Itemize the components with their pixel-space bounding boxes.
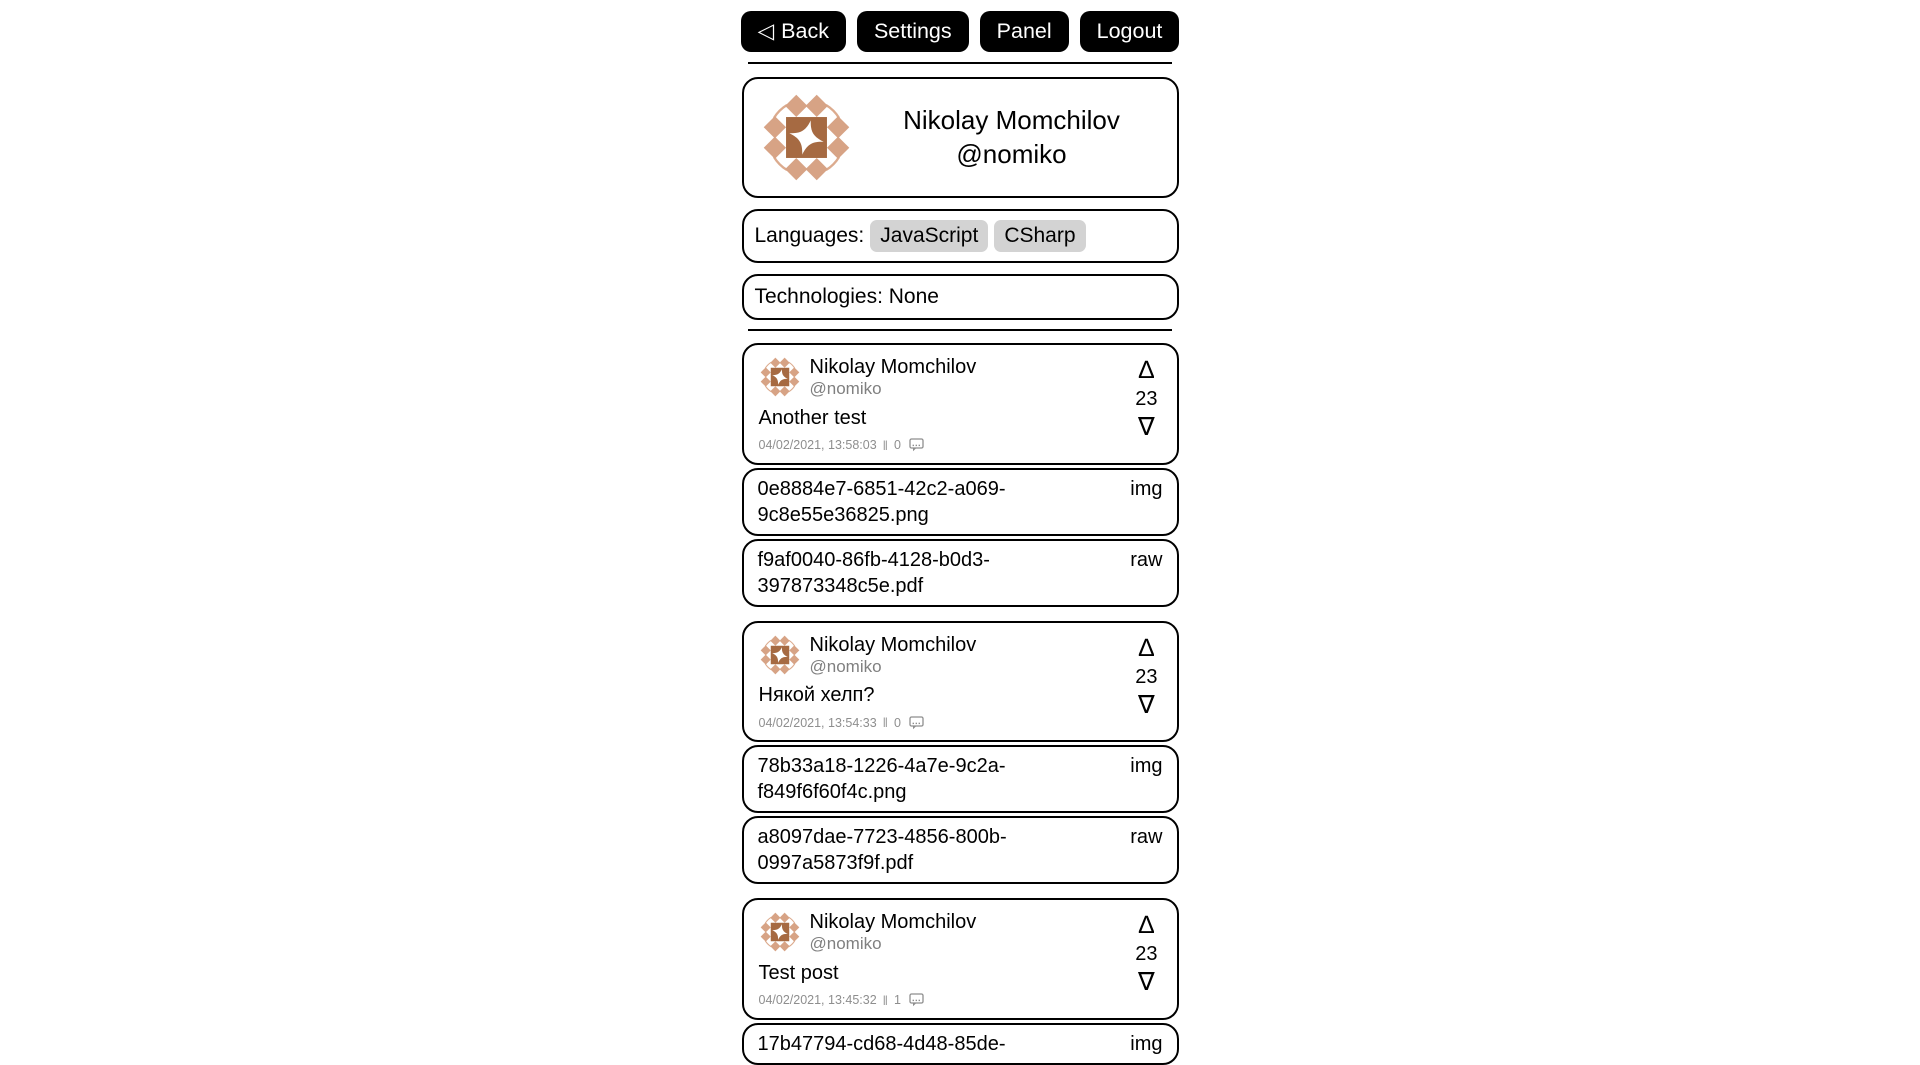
downvote-button[interactable]: ∇ — [1138, 690, 1155, 719]
post-comment-count: 0 — [894, 715, 901, 730]
profile-names — [863, 104, 1161, 172]
post-comment-count: 0 — [894, 438, 901, 453]
attachment-filename: 17b47794-cd68-4d48-85de- — [757, 1032, 1006, 1055]
attachment-type-badge: img — [1130, 755, 1163, 778]
comment-bubble-icon — [909, 993, 924, 1007]
vote-count: 23 — [1135, 388, 1158, 410]
attachment-filename: 0e8884e7-6851-42c2-a069-9c8e55e36825.png — [757, 477, 1006, 526]
post-timestamp: 04/02/2021, 13:58:03 — [758, 438, 877, 453]
panel-button-label: Panel — [996, 19, 1052, 43]
post-author-row — [759, 911, 1162, 954]
settings-button-label: Settings — [873, 19, 952, 43]
post-author-row — [759, 634, 1162, 677]
post-author-avatar — [759, 911, 801, 953]
back-arrow-icon: ◁ — [757, 19, 775, 43]
attachment-type-badge: img — [1130, 477, 1163, 500]
separator-line-posts — [748, 329, 1172, 331]
technologies-label: Technologies: None — [754, 285, 939, 308]
post-card[interactable] — [742, 343, 1179, 465]
attachment-filename: 78b33a18-1226-4a7e-9c2a-f849f6f60f4c.png — [757, 755, 1006, 804]
panel-button[interactable] — [980, 11, 1069, 52]
post-author-handle: @nomiko — [809, 379, 882, 398]
post-author-name: Nikolay Momchilov — [809, 356, 977, 378]
post-timestamp: 04/02/2021, 13:45:32 — [758, 993, 877, 1008]
vote-column — [1135, 358, 1157, 440]
attachment-row[interactable] — [742, 468, 1179, 536]
post-timestamp: 04/02/2021, 13:54:33 — [758, 715, 877, 730]
separator-line-top — [748, 62, 1172, 64]
post-meta — [759, 993, 1162, 1008]
post-author-name: Nikolay Momchilov — [809, 911, 977, 934]
comment-bubble-icon — [909, 438, 924, 452]
profile-avatar — [760, 91, 853, 184]
vote-column — [1135, 913, 1157, 995]
languages-card — [742, 209, 1179, 263]
post-title: Another test — [758, 406, 867, 429]
attachment-type-badge: raw — [1130, 548, 1163, 571]
post-author-name: Nikolay Momchilov — [809, 633, 977, 656]
upvote-button[interactable]: ∆ — [1138, 356, 1155, 384]
profile-handle: @nomiko — [956, 138, 1067, 169]
post-item — [742, 621, 1179, 885]
profile-card — [742, 77, 1179, 198]
attachment-filename: a8097dae-7723-4856-800b-0997a5873f9f.pdf — [757, 826, 1007, 875]
attachment-type-badge: raw — [1130, 826, 1163, 849]
content-column — [742, 77, 1179, 320]
attachment-row[interactable] — [742, 816, 1179, 884]
back-button-label: Back — [781, 19, 829, 43]
attachment-type-badge: img — [1130, 1032, 1163, 1055]
post-comment-count: 1 — [894, 993, 901, 1008]
attachment-filename: f9af0040-86fb-4128-b0d3-397873348c5e.pdf — [757, 548, 990, 597]
downvote-button[interactable]: ∇ — [1138, 968, 1155, 997]
post-author-handle: @nomiko — [809, 656, 882, 676]
post-author-handle: @nomiko — [809, 934, 882, 954]
language-tag-csharp: CSharp — [994, 220, 1085, 252]
post-author-row — [759, 356, 1162, 399]
attachment-row[interactable] — [742, 745, 1179, 813]
post-title: Някой хелп? — [758, 684, 875, 707]
logout-button-label: Logout — [1096, 19, 1163, 43]
post-author-avatar — [759, 634, 801, 676]
post-card[interactable] — [742, 898, 1179, 1020]
comment-bubble-icon — [909, 716, 924, 730]
post-item — [742, 898, 1179, 1065]
upvote-button[interactable]: ∆ — [1138, 633, 1155, 662]
posts-list — [742, 343, 1179, 1065]
post-item — [742, 343, 1179, 607]
post-meta — [759, 438, 1162, 453]
attachment-row[interactable] — [742, 539, 1179, 607]
logout-button[interactable] — [1080, 11, 1180, 52]
vote-column — [1135, 633, 1158, 719]
post-card[interactable] — [742, 621, 1179, 743]
meta-separator-icon: ‖ — [882, 715, 889, 731]
profile-name: Nikolay Momchilov — [903, 104, 1120, 135]
vote-count: 23 — [1135, 943, 1158, 966]
post-title: Test post — [758, 961, 839, 984]
toolbar — [0, 0, 1920, 52]
language-tag-javascript: JavaScript — [870, 220, 988, 252]
meta-separator-icon: ‖ — [882, 992, 889, 1008]
vote-count: 23 — [1135, 665, 1158, 688]
settings-button[interactable] — [857, 11, 969, 52]
upvote-button[interactable]: ∆ — [1138, 911, 1155, 940]
post-meta — [759, 715, 1162, 730]
technologies-card — [742, 274, 1179, 320]
back-button[interactable] — [741, 11, 846, 52]
downvote-button[interactable]: ∇ — [1138, 413, 1155, 441]
attachment-row[interactable] — [742, 1023, 1179, 1065]
post-author-avatar — [759, 356, 801, 398]
meta-separator-icon: ‖ — [882, 437, 889, 453]
languages-label: Languages: — [754, 224, 865, 247]
